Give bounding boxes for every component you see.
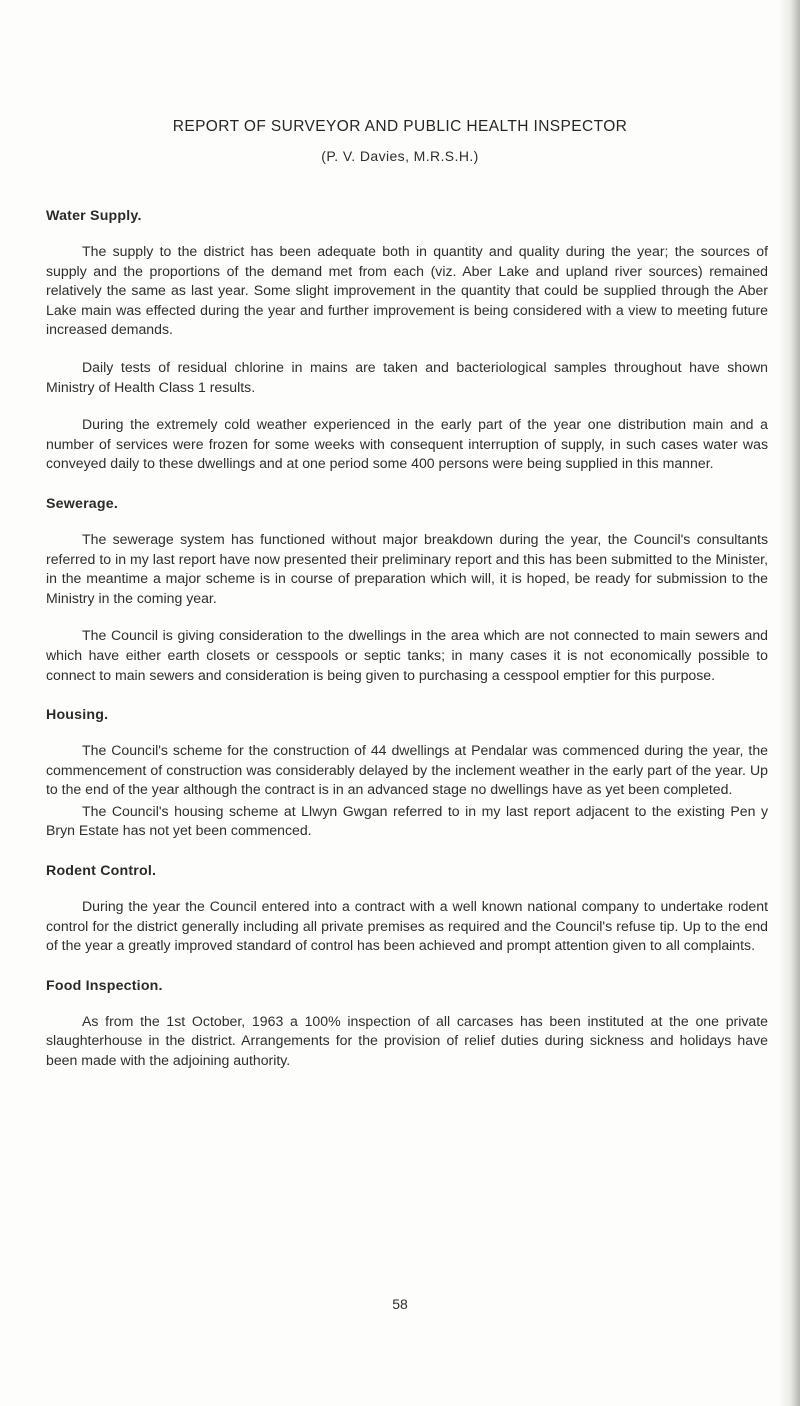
report-title: REPORT OF SURVEYOR AND PUBLIC HEALTH INSPECTOR <box>172 118 628 135</box>
section-heading: Water Supply. <box>46 208 142 224</box>
section-heading: Sewerage. <box>46 495 118 512</box>
paragraph: Daily tests of residual chlorine in mains are taken and bacteriological samples throughout have shown Ministry of Health Class 1 results. <box>46 358 768 395</box>
paragraph: The sewerage system has functioned without major breakdown during the year, the Council's consultants referred to in my last report have now presented their preliminary report and this has been submitted to the Minister, in the meantime a major scheme is in course of preparation which will, it is hoped, be ready for submission to the Ministry in the coming year. <box>46 530 768 606</box>
section-rodent-control <box>46 863 768 956</box>
paragraph: During the extremely cold weather experienced in the early part of the year one distribution main and a number of services were frozen for some weeks with consequent interruption of supply, in such cases water was conveyed daily to these dwellings and at one period some 400 persons were being supplied in this manner. <box>46 416 768 472</box>
section-heading: Rodent Control. <box>46 863 157 880</box>
paragraph: As from the 1st October, 1963 a 100% inspection of all carcases has been instituted at the one private slaughterhouse in the district. Arrangements for the provision of relief duties during sickness and holidays have been made with the adjoining authority. <box>46 1012 768 1069</box>
paragraph: The Council's scheme for the construction of 44 dwellings at Pendalar was commenced during the year, the commencement of construction was considerably delayed by the inclement weather in the early part of the year. Up to the end of the year although the contract is in an advanced stage no dwellings have as yet been completed. <box>46 742 768 798</box>
page-edge-shadow <box>778 0 800 1406</box>
page-number: 58 <box>392 1296 408 1312</box>
section-heading: Food Inspection. <box>46 977 163 994</box>
report-body <box>46 208 768 1093</box>
paragraph: The supply to the district has been adequate both in quantity and quality during the year; the sources of supply and the proportions of the demand met from each (viz. Aber Lake and upland river sources) remained relatively the same as last year. Some slight improvement in the quantity that could be supplied through the Aber Lake main was effected during the year and further improvement is being considered with a view to meeting future increased demands. <box>46 243 768 338</box>
section-housing <box>46 707 768 841</box>
paragraph: The Council's housing scheme at Llwyn Gwgan referred to in my last report adjacent to the existing Pen y Bryn Estate has not yet been commenced. <box>46 802 768 839</box>
section-sewerage <box>46 496 768 685</box>
section-water-supply <box>46 208 768 474</box>
section-food-inspection <box>46 978 768 1071</box>
report-author: (P. V. Davies, M.R.S.H.) <box>321 148 479 164</box>
paragraph: The Council is giving consideration to the dwellings in the area which are not connected to main sewers and which have either earth closets or cesspools or septic tanks; in many cases it is not economically possible to connect to main sewers and consideration is being given to purchasing a cesspool emptier for this purpose. <box>46 627 768 683</box>
section-heading: Housing. <box>46 707 109 724</box>
paragraph: During the year the Council entered into a contract with a well known national company to undertake rodent control for the district generally including all private premises as required and the Council's refuse tip. Up to the end of the year a greatly improved standard of control has been achieved and prompt attention given to all complaints. <box>46 898 768 954</box>
